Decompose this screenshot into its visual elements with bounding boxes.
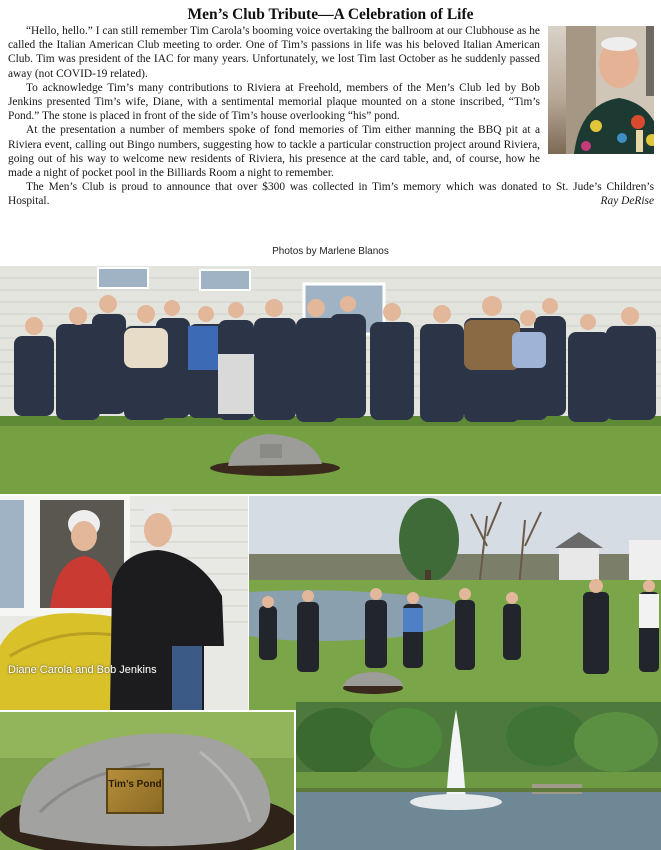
fountain-pond-photo — [296, 702, 661, 850]
portrait-illustration — [566, 26, 654, 154]
article-paragraph: To acknowledge Tim’s many contributions to Riviera at Freehold, members of the Men’s Club led by Bob Jenkins presented Tim’s wife, Diane, with a sentimental memorial plaque mounted on a stone inscribed, “Tim’s Pond.” The stone is placed in front of the side of Tim’s house overlooking “his” pond. — [8, 81, 540, 123]
tim-portrait-photo — [548, 26, 654, 154]
article-paragraph: “Hello, hello.” I can still remember Tim Carola’s booming voice overtaking the ballroom at our Clubhouse as he called the Italian American Club meeting to order. One of Tim’s passions in life was his beloved Italian American Club. Tim was president of the IAC for many years. Unfortunately, we lost Tim last October as he suddenly passed away (not COVID-19 related). — [8, 24, 654, 81]
article-paragraph: The Men’s Club is proud to announce that over $300 was collected in Tim’s memory which was donated to St. Jude’s Children’s Hospital. Ray DeRise — [8, 181, 654, 208]
diane-bob-caption: Diane Carola and Bob Jenkins — [8, 664, 157, 676]
article-body — [8, 24, 654, 209]
diane-bob-photo — [0, 496, 248, 710]
diane-bob-illustration — [0, 496, 248, 710]
pond-group-illustration — [249, 496, 661, 710]
article-title: Men’s Club Tribute—A Celebration of Life — [187, 6, 474, 23]
group-photo-illustration — [0, 266, 661, 494]
fountain-illustration — [296, 702, 661, 850]
stone-plaque-photo — [0, 712, 294, 850]
tims-pond-plaque: Tim’s Pond — [106, 768, 164, 814]
photo-credit: Photos by Marlene Blanos — [272, 246, 389, 257]
pond-group-photo — [249, 496, 661, 710]
author-signature: Ray DeRise — [600, 195, 654, 208]
article-paragraph: At the presentation a number of members spoke of fond memories of Tim either manning the BBQ pit at a Riviera event, calling out Bingo numbers, suggesting how to tackle a particular construction project around Riviera, going out of his way to welcome new residents of Riviera, his presence at the card table, and, of course, how he made a night of pocket pool in the Billiards Room a night to remember. — [8, 124, 540, 180]
group-photo — [0, 266, 661, 494]
